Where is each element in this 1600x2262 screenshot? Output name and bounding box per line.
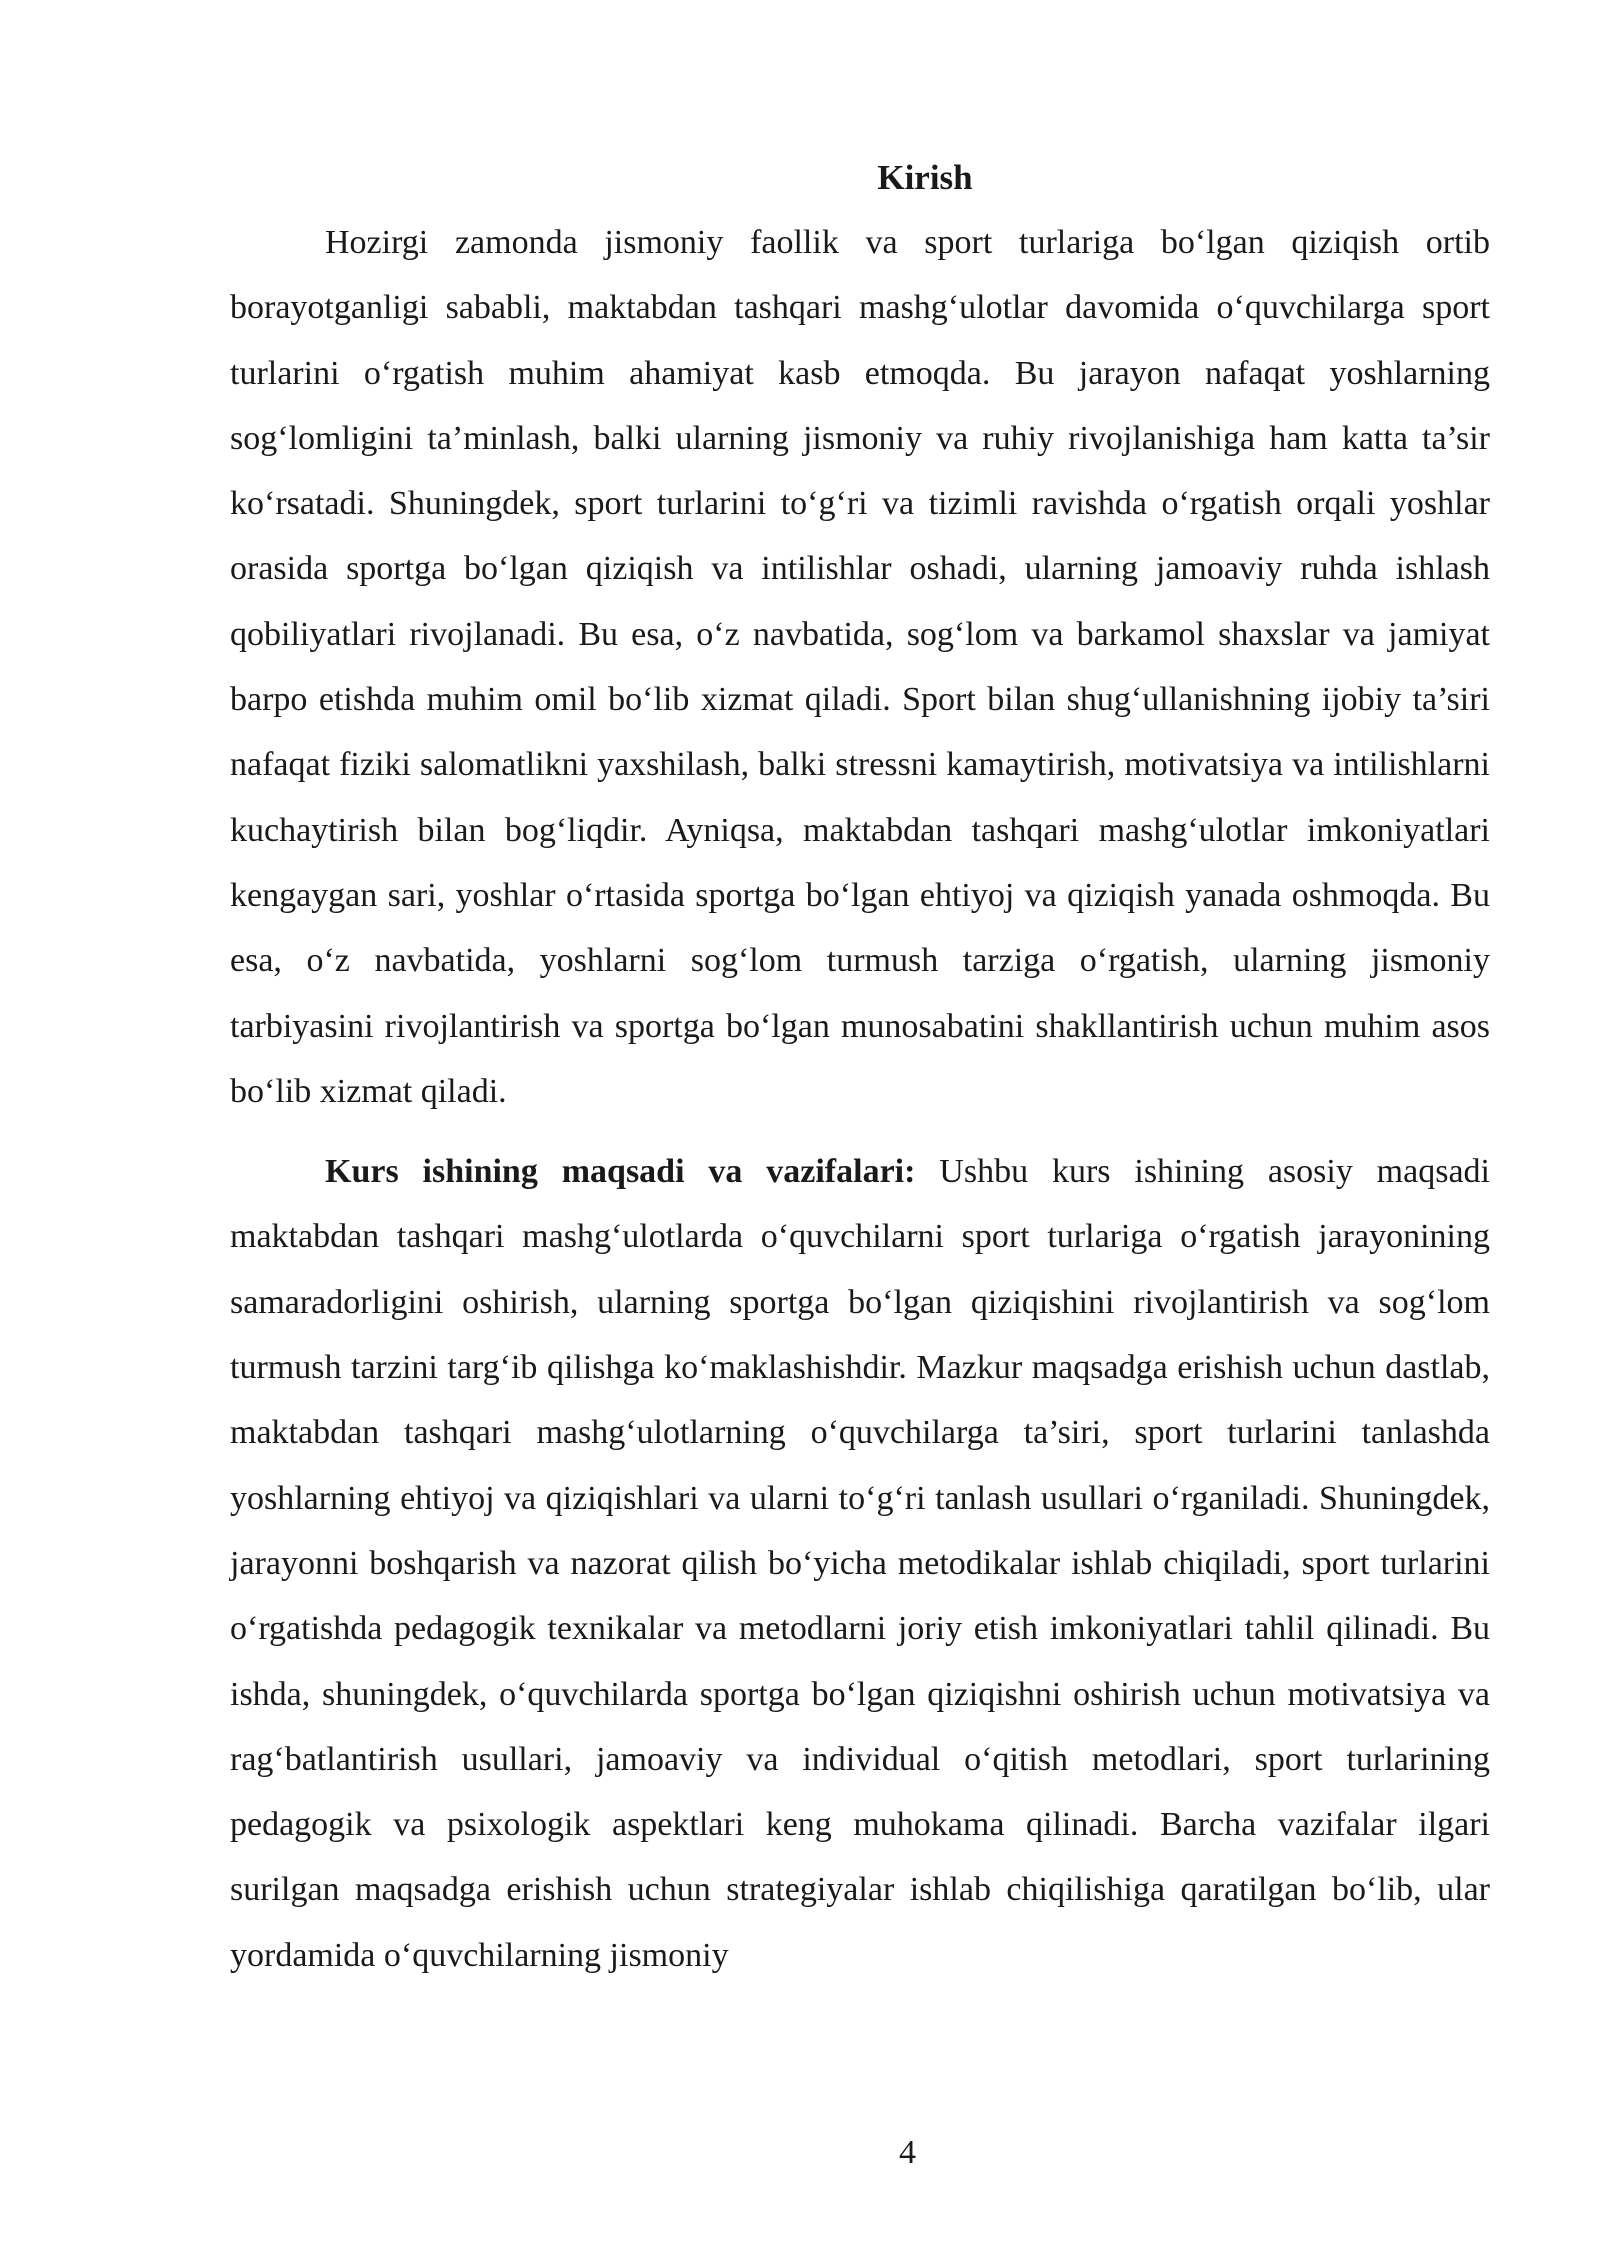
goals-text: Ushbu kurs ishining asosiy maqsadi maktabdan tashqari mashg‘ulotlarda o‘quvchilarni sport turlariga o‘rgatish jarayonining samaradorligini oshirish, ularning sportga bo‘lgan qiziqishini rivojlantirish va sog‘lom turmush tarzini targ‘ib qilishga ko‘maklashishdir. Mazkur maqsadga erishish uchun dastlab, maktabdan tashqari mashg‘ulotlarning o‘quvchilarga ta’siri, sport turlarini tanlashda yoshlarning ehtiyoj va qiziqishlari va ularni to‘g‘ri tanlash usullari o‘rganiladi. Shuningdek, jarayonni boshqarish va nazorat qilish bo‘yicha metodikalar ishlab chiqiladi, sport turlarini o‘rgatishda pedagogik texnikalar va metodlarni joriy etish imkoniyatlari tahlil qilinadi. Bu ishda, shuningdek, o‘quvchilarda sportga bo‘lgan qiziqishni oshirish uchun motivatsiya va rag‘batlantirish usullari, jamoaviy va individual o‘qitish metodlari, sport turlarining pedagogik va psixologik aspektlari keng muhokama qilinadi. Barcha vazifalar ilgari surilgan maqsadga erishish uchun strategiyalar ishlab chiqilishiga qaratilgan bo‘lib, ular yordamida o‘quvchilarning jismoniy: [230, 1153, 1490, 1974]
intro-paragraph: Hozirgi zamonda jismoniy faollik va sport turlariga bo‘lgan qiziqish ortib borayotganligi sababli, maktabdan tashqari mashg‘ulotlar davomida o‘quvchilarga sport turlarini o‘rgatish muhim ahamiyat kasb etmoqda. Bu jarayon nafaqat yoshlarning sog‘lomligini ta’minlash, balki ularning jismoniy va ruhiy rivojlanishiga ham katta ta’sir ko‘rsatadi. Shuningdek, sport turlarini to‘g‘ri va tizimli ravishda o‘rgatish orqali yoshlar orasida sportga bo‘lgan qiziqish va intilishlar oshadi, ularning jamoaviy ruhda ishlash qobiliyatlari rivojlanadi. Bu esa, o‘z navbatida, sog‘lom va barkamol shaxslar va jamiyat barpo etishda muhim omil bo‘lib xizmat qiladi. Sport bilan shug‘ullanishning ijobiy ta’siri nafaqat fiziki salomatlikni yaxshilash, balki stressni kamaytirish, motivatsiya va intilishlarni kuchaytirish bilan bog‘liqdir. Ayniqsa, maktabdan tashqari mashg‘ulotlar imkoniyatlari kengaygan sari, yoshlar o‘rtasida sportga bo‘lgan ehtiyoj va qiziqish yanada oshmoqda. Bu esa, o‘z navbatida, yoshlarni sog‘lom turmush tarziga o‘rgatish, ularning jismoniy tarbiyasini rivojlantirish va sportga bo‘lgan munosabatini shakllantirish uchun muhim asos bo‘lib xizmat qiladi.: [230, 224, 1490, 1110]
section-heading: Kirish: [877, 158, 973, 197]
page-number: 4: [899, 2134, 916, 2171]
page-content: [230, 145, 1490, 1988]
goals-label: Kurs ishining maqsadi va vazifalari:: [325, 1153, 916, 1191]
goals-paragraph: [230, 1139, 1490, 1988]
